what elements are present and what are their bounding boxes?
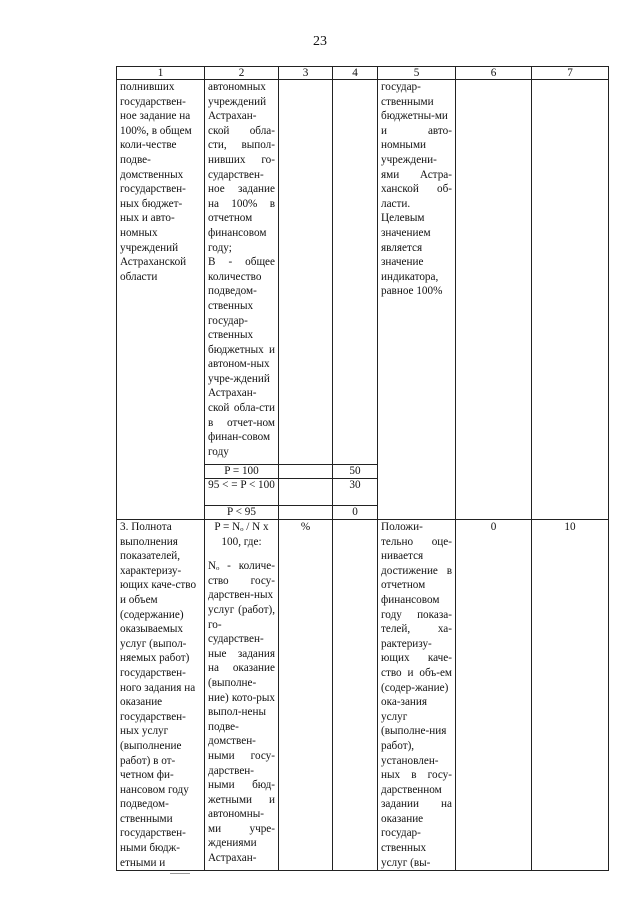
header-col-3: 3 xyxy=(279,67,333,80)
score-value-cell: 30 xyxy=(333,479,378,506)
formula-description-cell: автономных учреждений Астрахан-ской обла-сти, выпол-нивших го-сударствен-ное задание на 100% в отчетном финансовом году; В - общее количество подведом-ственных государ-ственных бюджетных и автоном-ных учре-ждений Астрахан-ской обла-сти в отчет-ном финан-совом году xyxy=(205,80,279,465)
header-col-7: 7 xyxy=(532,67,609,80)
formula-description-cell xyxy=(205,520,279,871)
formula-variables-text: Nₒ - количе-ство госу-дарствен-ных услуг (работ), го-сударствен-ные задания на оказание (выполне-ние) кото-рых выпол-нены подве-домствен-ными госу-дарствен-ными бюд-жетными и автономны-ми учре-ждениями Астрахан- xyxy=(208,560,275,865)
header-row xyxy=(117,67,609,80)
formula-range-cell: 95 < = P < 100 xyxy=(205,479,279,506)
header-col-1: 1 xyxy=(117,67,205,80)
unit-cell xyxy=(279,80,333,465)
max-value-cell xyxy=(532,80,609,520)
unit-cell xyxy=(279,465,333,479)
table-row xyxy=(117,520,609,871)
evaluation-description-cell: Положи-тельно оце-нивается достижение в отчетном финансовом году показа-телей, ха-рактеризу-ющих каче-ство и объ-ем (содер-жание) ока-зания услуг (выполне-ния работ), установлен-ных в госу-дарственном задании на оказание государ-ственных услуг (вы- xyxy=(378,520,456,871)
header-col-4: 4 xyxy=(333,67,378,80)
score-value-cell: 50 xyxy=(333,465,378,479)
indicator-name-cell: полнивших государствен-ное задание на 100%, в общем коли-честве подве-домственных государствен-ных бюджет-ных и авто-номных учреждений Астраханской области xyxy=(117,80,205,520)
score-cell xyxy=(333,520,378,871)
formula-range-cell: P = 100 xyxy=(205,465,279,479)
min-value-cell: 0 xyxy=(456,520,532,871)
footer-mark xyxy=(170,873,190,874)
score-cell xyxy=(333,80,378,465)
table-row xyxy=(117,80,609,465)
score-value-cell: 0 xyxy=(333,506,378,520)
formula-text: P = Nₒ / N x 100, где: xyxy=(214,521,269,548)
min-value-cell xyxy=(456,80,532,520)
indicator-name-cell: 3. Полнота выполнения показателей, характеризу-ющих каче-ство и объем (содержание) оказываемых услуг (выпол-няемых работ) государствен-ного задания на оказание государствен-ных услуг (выполнение работ) в от-четном фи-нансовом году подведом-ственными государствен-ными бюдж-етными и xyxy=(117,520,205,871)
max-value-cell: 10 xyxy=(532,520,609,871)
header-col-5: 5 xyxy=(378,67,456,80)
evaluation-description-cell: государ-ственными бюджетны-ми и авто-номными учреждени-ями Астра-ханской об-ласти. Целевым значением является значение индикатора, равное 100% xyxy=(378,80,456,520)
header-col-6: 6 xyxy=(456,67,532,80)
header-col-2: 2 xyxy=(205,67,279,80)
unit-cell xyxy=(279,479,333,506)
unit-cell: % xyxy=(279,520,333,871)
indicator-table xyxy=(116,66,609,871)
page-number: 23 xyxy=(313,34,327,49)
formula-range-cell: P < 95 xyxy=(205,506,279,520)
unit-cell xyxy=(279,506,333,520)
